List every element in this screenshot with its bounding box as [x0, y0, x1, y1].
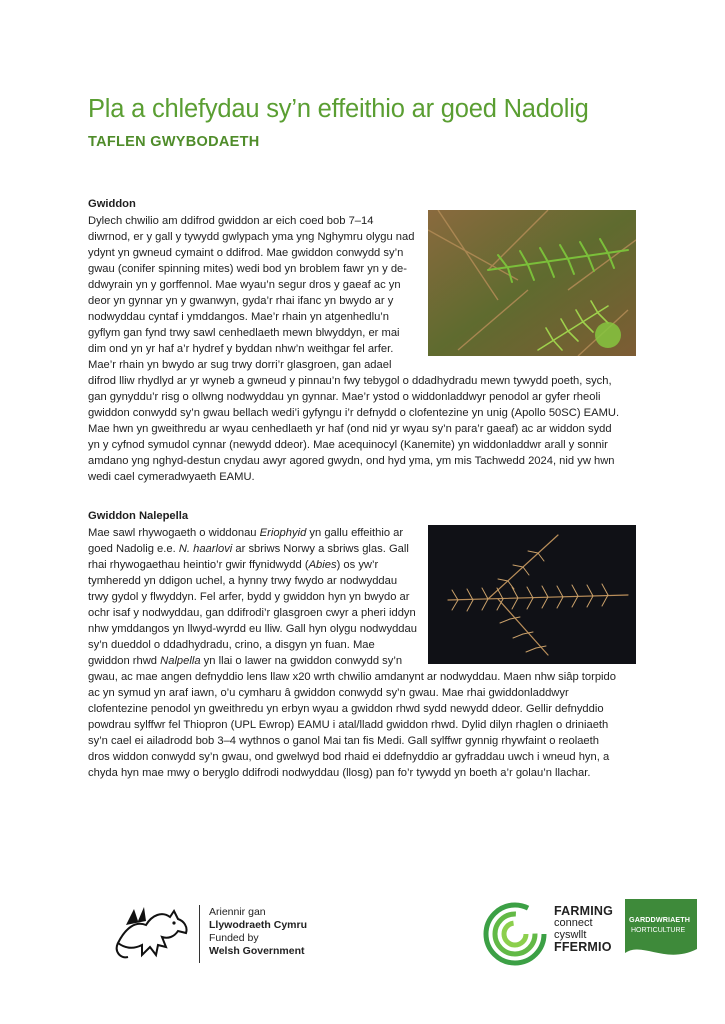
gov-line: Welsh Government: [209, 945, 305, 957]
section-heading: Gwiddon Nalepella: [88, 510, 189, 522]
farming-connect-text: [554, 905, 613, 953]
welsh-government-text: [209, 906, 307, 958]
gov-line: Ariennir gan: [209, 906, 266, 918]
farming-connect-circle-logo: [482, 901, 548, 967]
italic-term: N. haarlovi: [178, 543, 233, 555]
section-heading: Gwiddon: [88, 198, 136, 210]
fc-line: connect: [554, 917, 593, 929]
section-gwiddon: [88, 198, 620, 485]
italic-term: Eriophyid: [259, 527, 307, 539]
page-title: Pla a chlefydau sy’n effeithio ar goed Nadolig: [88, 95, 589, 123]
fc-line: FARMING: [554, 904, 614, 918]
welsh-government-logo: [112, 901, 312, 965]
conifer-branch-photo: [428, 210, 636, 356]
gov-line: Funded by: [209, 932, 259, 944]
horticulture-badge: [625, 899, 697, 971]
brown-fir-shoot-photo: [428, 525, 636, 664]
hort-line: HORTICULTURE: [631, 927, 686, 934]
section-gwiddon-nalepella: [88, 510, 620, 781]
section-paragraph: Dylech chwilio am ddifrod gwiddon ar eich coed bob 7–14 diwrnod, er y gall y tywydd gwlypach yma yng Nghymru olygu nad ydynt yn gwneud cymaint o ddifrod. Mae gwiddon conwydd sy’n gwau (conifer spinning mites) wedi bod yn broblem fawr yn y de-ddwyrain yn y gorffennol. Mae wyau’n segur dros y gaeaf ac yn deor yn gynnar yn y gwanwyn, gyda’r rhai ifanc yn bwydo ar y nodwyddau cyntaf i ymddangos. Mae’r rhain yn atgenhedlu’n gyflym gan fynd trwy sawl cenhedlaeth mewn blwyddyn, er mai dim ond yn yr haf a’r hydref y byddan nhw’n weithgar fel arfer. Mae’r rhain yn bwydo ar sug trwy dorri’r glasgroen, gan adael difrod lliw rhydlyd ar yr wyneb a gwneud y pinnau’n fwy tebygol o ddadhydradu mewn tywydd poeth, sych, gan gynyddu’r risg o ollwng nodwyddau yn gynnar. Mae’r ystod o widdonladdwyr penodol ar gyfer rheoli gwiddon conwydd sy’n gwau bellach wedi’i gyfyngu i’r defnydd o clofentezine yn unig (Apollo 50SC) EAMU. Mae hwn yn gweithredu ar wyau cenhedlaeth yr haf (ond nid yr wyau sy’n para’r gaeaf) ac ar widdon sydd yn y cyfnod symudol cynnar (newydd ddeor). Mae acequinocyl (Kanemite) yn widdonladdwr arall y sonnir amdano yng nghyd-destun cnydau awyr agored gwydn, ond hyd yma, ym mis Tachwedd 2024, nid yw hwn wedi cael cymeradwyaeth EAMU.: [88, 215, 620, 483]
logo-divider: [199, 905, 200, 963]
page-subtitle: TAFLEN GWYBODAETH: [88, 134, 260, 150]
footer-logos: [0, 895, 725, 975]
italic-term: Abies: [308, 559, 337, 571]
fc-line: FFERMIO: [554, 940, 612, 954]
hort-line: GARDDWRIAETH: [629, 915, 691, 924]
welsh-dragon-logo: [112, 903, 192, 963]
italic-term: Nalpella: [160, 655, 201, 667]
hort-wave-icon: [625, 939, 697, 971]
section-paragraph: Mae sawl rhywogaeth o widdonau Eriophyid yn gallu effeithio ar goed Nadolig e.e. N. haarlovi ar sbriws Norwy a sbriws glas. Gall rhai rhywogaethau heintio’r gwir ffynidwydd (Abies) os yw’r tymheredd yn ddigon uchel, a hynny trwy fwydo ar nodwyddau trwy gydol y flwyddyn. Fel arfer, bydd y gwiddon hyn yn bwydo ar ochr isaf y nodwyddau, gan ddifrodi’r glasgroen cwyr a pheri iddyn nhw ymddangos yn llwyd-wyrdd eu lliw. Gall hyn olygu nodwyddau sy’n dueddol o ddadhydradu, crino, a disgyn yn fuan. Mae gwiddon rhwd Nalpella yn llai o lawer na gwiddon conwydd sy’n gwau, ac mae angen defnyddio lens llaw x20 wrth chwilio amdanynt ar nodwyddau. Maen nhw siâp torpido ac yn symud yn araf iawn, o’u cymharu â gwiddon conwydd sy’n gwau. Mae rhai gwiddonladdwyr clofentezine penodol yn gweithredu yn erbyn wyau a gwiddon rhwd sydd newydd ddeor. Gellir defnyddio powdrau sylffwr fel Thiopron (UPL Ewrop) EAMU i atal/lladd gwiddon rhwd. Dylid dilyn rhaglen o driniaeth sy’n cael ei ailadrodd bob 3–4 wythnos o ganol Mai tan fis Medi. Gall sylffwr gynnig rhywfaint o reolaeth dros widdon conwydd sy’n gwau, ond gwelwyd bod rhaid ei ddefnyddio ar gyfraddau uwch i wneud hyn, a chyda hyn mae mwy o beryglo ddifrodi nodwyddau (llosg) pan fo’r tywydd yn boeth a’r golau’n llachar.: [88, 527, 616, 779]
fc-line: cyswllt: [554, 929, 587, 941]
gov-line: Llywodraeth Cymru: [209, 919, 308, 931]
farming-connect-logo: [482, 895, 632, 971]
